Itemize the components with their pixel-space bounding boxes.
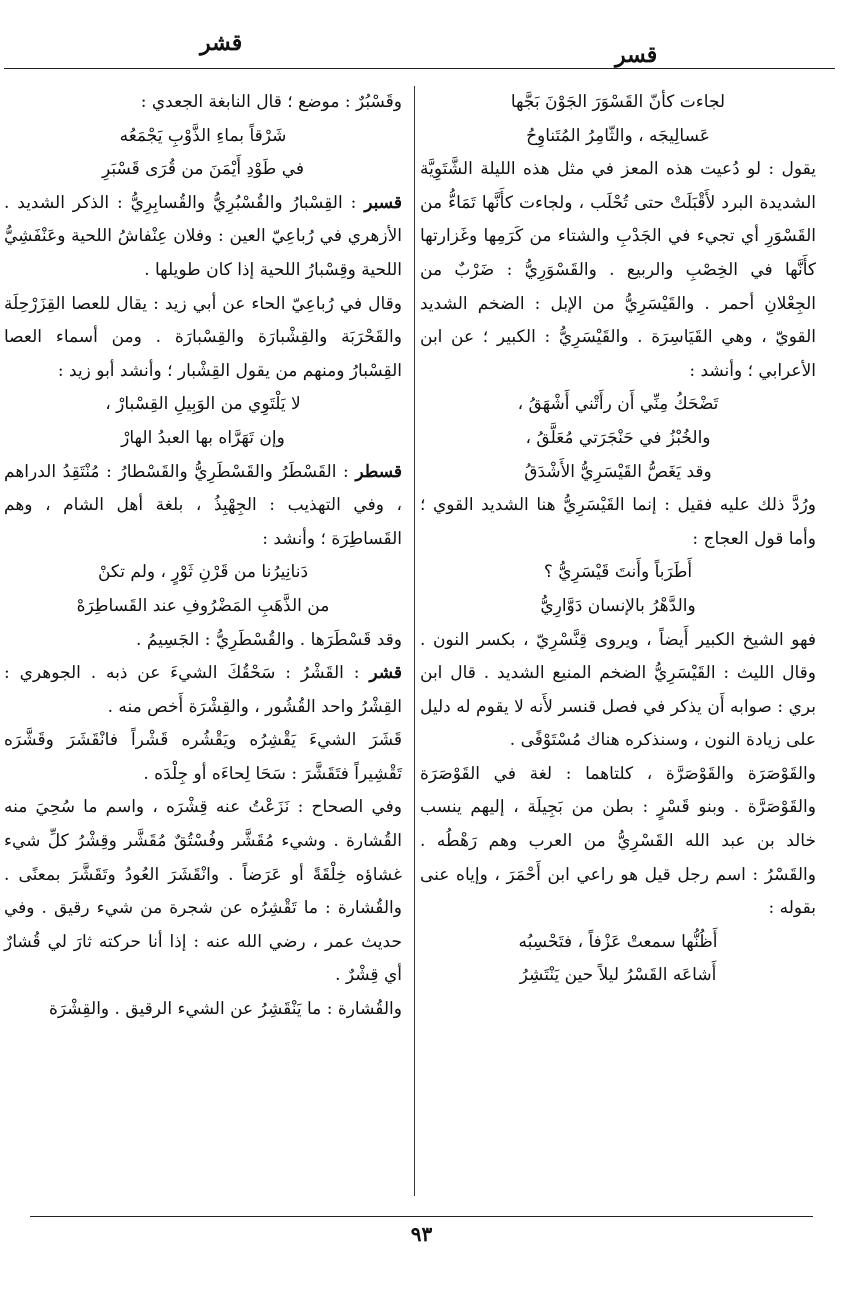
dictionary-entry-qastar: [4, 456, 402, 557]
verse-line: والدَّهْرُ بالإنسان دَوَّارِيُّ: [540, 595, 696, 616]
verse-line: تَضْحَكُ مِنِّي أَن رأَتْني أَشْهَقُ ،: [517, 394, 719, 415]
top-rule: [4, 68, 835, 69]
verse-line: من الذَّهَبِ المَضْرُوفِ عند القَساطِرَهْ: [76, 595, 330, 616]
entry-headword: قسبر: [364, 192, 402, 213]
prose-paragraph: فهو الشيخ الكبير أَيضاً ، ويروى قِنَّسْرِيّ ، بكسر النون . وقال الليث : القَيْسَرِيُّ الضخم المنيع الشديد . قال ابن بري : صوابه أَن يذكر في فصل قنسر لأَنه لا يقوم له دليل على زيادة النون ، وسنذكره هناك مُسْتَوْفًى .: [420, 629, 816, 751]
right-running-header: قسر: [615, 42, 658, 68]
verse-line: في طَوْدِ أَيْمَنَ من قُرَى قَسْبَرِ: [101, 159, 305, 180]
prose-paragraph: ورُدَّ ذلك عليه فقيل : إنما القَيْسَرِيُّ هنا الشديد القوي ؛ وأما قول العجاج :: [420, 495, 816, 549]
prose-paragraph: وفي الصحاح : نَزَعْتُ عنه قِشْرَه ، واسم ما سُحِيَ منه القُشارة . وشيء مُقَشَّر وفُسْتُقٌ مُقَشَّر وقِشْرُ كلِّ شيء غشاؤه خِلْقَةً أو عَرَضاً . وانْقَشَرَ العُودُ وتَقَشَّرَ بمعنًى . والقُشارة : ما تَقْشِرُه عن شجرة من شيء رقيق . وفي حديث عمر ، رضي الله عنه : إذا أنا حركته ثارَ لي قُشارٌ أي قِشْرٌ .: [4, 797, 402, 986]
verse-line: دَنانِيرُنا من قَرْنِ ثَوْرٍ ، ولم تكنْ: [97, 562, 309, 583]
verse-line: وقد يَغَصُّ القَيْسَرِيُّ الأَشْدَقُ: [524, 461, 712, 482]
dictionary-entry-qashr: [4, 657, 402, 724]
prose-paragraph: والقَوْصَرَة والقَوْصَرَّة ، كلتاهما : لغة في القَوْصَرَة والقَوْصَرَّة . وبنو قَسْرٍ : بطن من بَجِيلَة ، إليهم ينسب خالد بن عبد الله القَسْرِيُّ من العرب وهم رَهْطُه . والقَسْرُ : اسم رجل قيل هو راعي ابن أَحْمَرَ ، وإياه عنى بقوله :: [420, 763, 816, 919]
left-running-header: قشر: [200, 30, 243, 56]
prose-paragraph: وقَسْبُرٌ : موضع ؛ قال النابغة الجعدي :: [140, 92, 402, 112]
page-number: ٩٣: [410, 1222, 433, 1246]
right-column: [420, 86, 816, 993]
verse-line: أَشاعَه القَسْرُ ليلاً حين يَنْتَشِرُ: [519, 965, 717, 986]
verse-line: عَسالِيجَه ، والثّامِرُ المُتَناوِحُ: [526, 125, 710, 146]
entry-text: : القَسْطَرُ والقَسْطَرِيُّ والقَسْطارُ : مُنْتَقِدُ الدراهم ، وفي التهذيب : الجِهْبِذُ ، بلغة أهل الشام ، وهم القَساطِرَة ؛ وأنشد :: [4, 461, 402, 549]
verse-line: أَطَرَباً وأَنتَ قَيْسَرِيُّ ؟: [543, 562, 693, 583]
verse-line: لا يَلْتَوِي من الوَبِيلِ القِسْبارْ ،: [105, 394, 301, 415]
entry-headword: قشر: [369, 663, 402, 684]
verse-line: أَظُنُّها سمعتْ عَزْفاً ، فتَحْسِبُه: [518, 931, 718, 952]
verse-line: والخُبْزُ في حَنْجَرَتي مُعَلَّقُ ،: [525, 427, 711, 448]
left-column: [4, 86, 402, 1027]
verse-line: شَرْقاً بماءِ الذَّوْبِ يَجْمَعُه: [119, 125, 287, 146]
prose-paragraph: والقُشارة : ما يَنْقَشِرُ عن الشيء الرقيق . والقِشْرَة: [48, 999, 402, 1020]
verse-line: وإن تَهَرَّاه بها العبدُ الهارْ: [121, 427, 285, 448]
entry-text: : القِسْبارُ والقُسْبُرِيُّ والقُسابِرِيُّ : الذكر الشديد . الأزهري في رُباعِيّ العين : وفلان عِنْفاشُ اللحية وعَنْفَشِيُّ اللحية وقِسْبارُ اللحية إذا كان طويلها .: [4, 192, 402, 280]
verse-line: لجاءت كأنّ القَسْوَرَ الجَوْنَ بَجَّها: [510, 92, 726, 112]
bottom-rule: [30, 1216, 813, 1217]
prose-paragraph: وقد قَسْطَرَها . والقُسْطَرِيُّ : الجَسِيمُ .: [136, 629, 402, 650]
entry-text: : القَشْرُ : سَحْقُكَ الشيءَ عن ذبه . الجوهري : القِشْرُ واحد القُشُور ، والقِشْرَة أَخص منه .: [4, 663, 402, 717]
prose-paragraph: وقال في رُباعِيّ الحاء عن أبي زيد : يقال للعصا القِزَرْحِلَة والقَحْرَبَة والقِشْبارَة والقِسْبارَة . ومن أسماء العصا القِسْبارُ ومنهم من يقول القِشْبار ؛ وأنشد أبو زيد :: [4, 293, 402, 381]
prose-paragraph: يقول : لو دُعيت هذه المعز في مثل هذه الليلة الشَّتَوِيَّة الشديدة البرد لأَقْبَلَتْ حتى تُحْلَب ، ولجاءت كأَنَّها تَمَاءُّ من القَسْوَرِ أي تجيء في الجَدْبِ والشتاء من كَرَمِها وغَزارتها كأَنَّها في الخِصْبِ والربيع . والقَسْوَرِيُّ : ضَرْبٌ من الجِعْلانِ أحمر . والقَيْسَرِيُّ من الإبل : الضخم الشديد القويّ ، وهي القَيَاسِرَة . والقَيْسَرِيُّ : الكبير ؛ عن ابن الأعرابي ؛ وأنشد :: [420, 159, 816, 381]
entry-headword: قسطر: [355, 461, 402, 482]
column-divider: [414, 86, 415, 1196]
dictionary-entry-qisbar: [4, 187, 402, 288]
prose-paragraph: قَشَرَ الشيءَ يَقْشِرُه ويَقْشُره قَشْراً فانْقَشَرَ وقَشَّرَه تَقْشِيراً فتَقَشَّرَ : سَحَا لِحاءَه أو جِلْدَه .: [4, 730, 402, 784]
